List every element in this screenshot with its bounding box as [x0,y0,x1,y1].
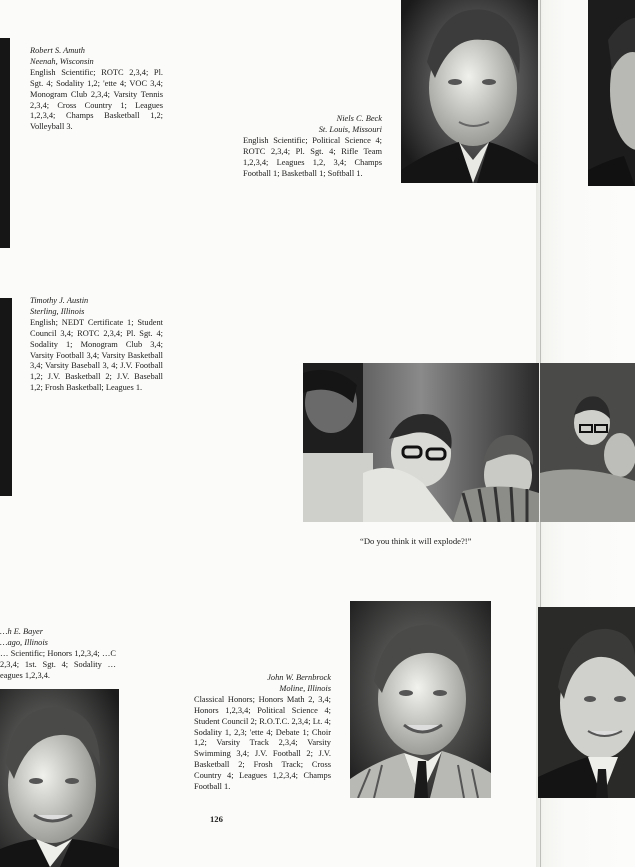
student-name: Robert S. Amuth [30,46,85,55]
student-activities: … Scientific; Honors 1,2,3,4; …C 2,3,4; 1st. Sgt. 4; Sodality …eagues 1,2,3,4. [0,648,116,680]
student-activities: English Scientific; Political Science 4; ROTC 2,3,4; Pl. Sgt. 4; Rifle Team 1,2,3,4; Leagues 1,2, 3,4; Champs Football 1; Basketball 1; Softball 1. [243,135,382,178]
portrait-photo [401,0,538,183]
senior-entry [0,627,116,682]
adjacent-photo-edge [0,298,12,496]
senior-entry [194,673,331,793]
student-name: John W. Bernbrock [267,673,331,682]
senior-entry [30,296,163,394]
adjacent-candid-photo [540,363,635,522]
adjacent-photo-edge [0,38,10,248]
candid-group-photo [303,363,539,522]
adjacent-portrait-photo [588,0,635,186]
student-name: …h E. Bayer [0,627,44,636]
student-hometown: …ago, Illinois [0,637,48,647]
student-hometown: Sterling, Illinois [30,306,85,316]
student-name: Timothy J. Austin [30,296,89,305]
portrait-photo [0,689,119,867]
student-hometown: Moline, Illinois [279,683,331,693]
portrait-photo [350,601,491,798]
student-hometown: St. Louis, Missouri [318,124,382,134]
senior-entry [243,114,382,179]
page-number: 126 [210,814,223,824]
student-activities: English; NEDT Certificate 1; Student Council 3,4; ROTC 2,3,4; Pl. Sgt. 4; Sodality 1; Monogram Club 3,4; Varsity Football 3,4; Varsity Basketball 3,4; Varsity Baseball 3, 4; J.V. Football 1,2; J.V. Basketball 2; J.V. Baseball 1,2; Frosh Basketball; Leagues 1. [30,317,163,393]
student-hometown: Neenah, Wisconsin [30,56,94,66]
student-activities: English Scientific; ROTC 2,3,4; Pl. Sgt. 4; Sodality 1,2; 'ette 4; VOC 3,4; Monogram Club 2,3,4; Varsity Tennis 2,3,4; Cross Country 1; Leagues 1,2,3,4; Champs Basketball 1,2; Volleyball 3. [30,67,163,132]
senior-entry [30,46,163,133]
student-name: Niels C. Beck [336,114,382,123]
student-activities: Classical Honors; Honors Math 2, 3,4; Honors 1,2,3,4; Political Science 4; Student Council 2; R.O.T.C. 2,3,4; Lt. 4; Sodality 1, 2,3; 'ette 4; Debate 1; Choir 1,2; Varsity Track 2,3,4; Varsity Swimming 3,4; J.V. Football 2; J.V. Basketball 2; Frosh Track; Cross Country 4; Leagues 1,2,3,4; Champs Football 1. [194,694,331,792]
photo-caption: “Do you think it will explode?!” [360,536,472,546]
adjacent-portrait-photo [538,607,635,798]
